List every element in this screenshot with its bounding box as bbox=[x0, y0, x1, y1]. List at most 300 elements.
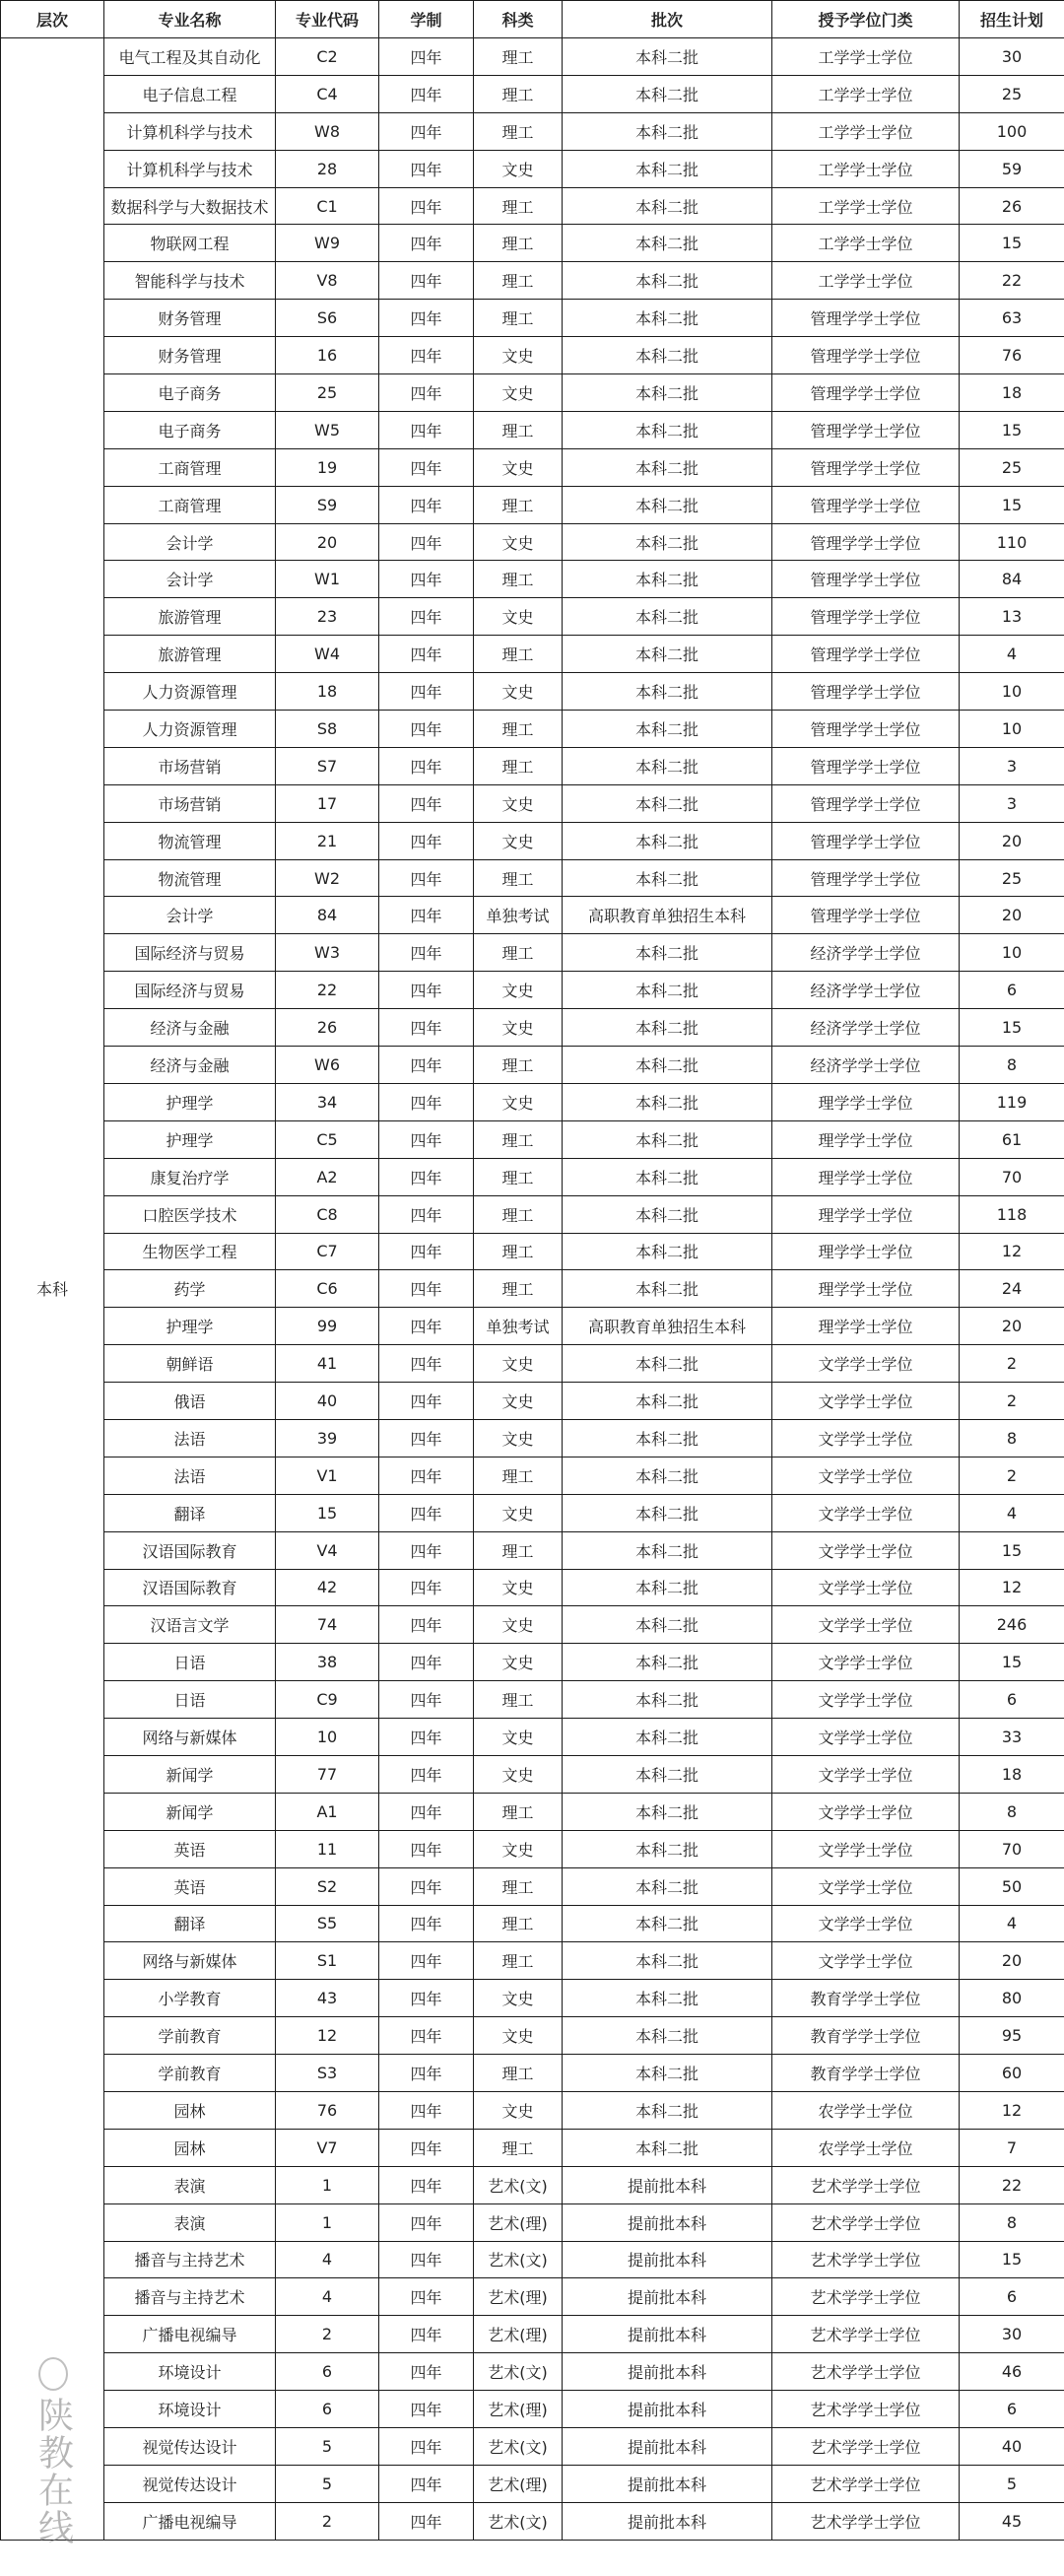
major-code-cell: S3 bbox=[276, 2055, 379, 2092]
major-name-cell: 英语 bbox=[104, 1867, 276, 1905]
plan-count-cell: 10 bbox=[960, 711, 1064, 748]
table-row bbox=[1, 1830, 1064, 1867]
degree-cell: 艺术学学士学位 bbox=[772, 2166, 960, 2203]
table-row bbox=[1, 112, 1064, 150]
header-major-name: 专业名称 bbox=[104, 1, 276, 38]
table-row bbox=[1, 374, 1064, 412]
major-code-cell: C1 bbox=[276, 187, 379, 225]
category-cell: 理工 bbox=[474, 75, 563, 112]
plan-count-cell: 5 bbox=[960, 2465, 1064, 2502]
category-cell: 文史 bbox=[474, 523, 563, 561]
table-row bbox=[1, 75, 1064, 112]
batch-cell: 提前批本科 bbox=[563, 2241, 772, 2278]
batch-cell: 本科二批 bbox=[563, 486, 772, 523]
degree-cell: 文学学士学位 bbox=[772, 1383, 960, 1420]
duration-cell: 四年 bbox=[379, 1606, 474, 1644]
table-row bbox=[1, 2391, 1064, 2428]
batch-cell: 本科二批 bbox=[563, 1195, 772, 1233]
category-cell: 艺术(理) bbox=[474, 2465, 563, 2502]
table-row bbox=[1, 2129, 1064, 2166]
plan-count-cell: 10 bbox=[960, 934, 1064, 972]
category-cell: 理工 bbox=[474, 1195, 563, 1233]
category-cell: 理工 bbox=[474, 561, 563, 598]
plan-count-cell: 6 bbox=[960, 2391, 1064, 2428]
duration-cell: 四年 bbox=[379, 1531, 474, 1569]
major-code-cell: 12 bbox=[276, 2017, 379, 2055]
category-cell: 理工 bbox=[474, 934, 563, 972]
degree-cell: 工学学士学位 bbox=[772, 112, 960, 150]
batch-cell: 提前批本科 bbox=[563, 2465, 772, 2502]
plan-count-cell: 80 bbox=[960, 1980, 1064, 2017]
batch-cell: 本科二批 bbox=[563, 1755, 772, 1793]
duration-cell: 四年 bbox=[379, 2465, 474, 2502]
plan-count-cell: 100 bbox=[960, 112, 1064, 150]
batch-cell: 本科二批 bbox=[563, 2055, 772, 2092]
category-cell: 理工 bbox=[474, 38, 563, 76]
plan-count-cell: 3 bbox=[960, 747, 1064, 784]
degree-cell: 经济学学士学位 bbox=[772, 972, 960, 1009]
duration-cell: 四年 bbox=[379, 1120, 474, 1158]
plan-count-cell: 20 bbox=[960, 897, 1064, 934]
duration-cell: 四年 bbox=[379, 1867, 474, 1905]
degree-cell: 管理学学士学位 bbox=[772, 523, 960, 561]
plan-count-cell: 22 bbox=[960, 2166, 1064, 2203]
table-row bbox=[1, 300, 1064, 337]
degree-cell: 理学学士学位 bbox=[772, 1195, 960, 1233]
plan-count-cell: 15 bbox=[960, 1644, 1064, 1681]
category-cell: 理工 bbox=[474, 2055, 563, 2092]
duration-cell: 四年 bbox=[379, 1719, 474, 1756]
category-cell: 理工 bbox=[474, 1793, 563, 1830]
batch-cell: 本科二批 bbox=[563, 1009, 772, 1047]
degree-cell: 管理学学士学位 bbox=[772, 822, 960, 859]
plan-count-cell: 2 bbox=[960, 1345, 1064, 1383]
degree-cell: 文学学士学位 bbox=[772, 1681, 960, 1719]
level-cell: 本科 bbox=[1, 38, 104, 2541]
major-name-cell: 会计学 bbox=[104, 897, 276, 934]
plan-count-cell: 15 bbox=[960, 1531, 1064, 1569]
batch-cell: 提前批本科 bbox=[563, 2203, 772, 2241]
degree-cell: 工学学士学位 bbox=[772, 187, 960, 225]
major-name-cell: 俄语 bbox=[104, 1383, 276, 1420]
major-code-cell: 6 bbox=[276, 2391, 379, 2428]
major-code-cell: C5 bbox=[276, 1120, 379, 1158]
header-duration: 学制 bbox=[379, 1, 474, 38]
major-name-cell: 新闻学 bbox=[104, 1793, 276, 1830]
duration-cell: 四年 bbox=[379, 1047, 474, 1084]
major-name-cell: 人力资源管理 bbox=[104, 711, 276, 748]
duration-cell: 四年 bbox=[379, 150, 474, 187]
batch-cell: 本科二批 bbox=[563, 2091, 772, 2129]
major-name-cell: 法语 bbox=[104, 1457, 276, 1494]
duration-cell: 四年 bbox=[379, 1681, 474, 1719]
major-code-cell: 74 bbox=[276, 1606, 379, 1644]
plan-count-cell: 12 bbox=[960, 1569, 1064, 1606]
major-code-cell: A2 bbox=[276, 1158, 379, 1195]
major-code-cell: 76 bbox=[276, 2091, 379, 2129]
category-cell: 理工 bbox=[474, 225, 563, 262]
duration-cell: 四年 bbox=[379, 1419, 474, 1457]
plan-count-cell: 118 bbox=[960, 1195, 1064, 1233]
plan-count-cell: 12 bbox=[960, 2091, 1064, 2129]
table-row bbox=[1, 1270, 1064, 1308]
table-row bbox=[1, 859, 1064, 897]
plan-count-cell: 15 bbox=[960, 1009, 1064, 1047]
batch-cell: 本科二批 bbox=[563, 934, 772, 972]
category-cell: 理工 bbox=[474, 300, 563, 337]
category-cell: 文史 bbox=[474, 2091, 563, 2129]
duration-cell: 四年 bbox=[379, 523, 474, 561]
plan-count-cell: 33 bbox=[960, 1719, 1064, 1756]
plan-count-cell: 13 bbox=[960, 598, 1064, 636]
category-cell: 艺术(文) bbox=[474, 2166, 563, 2203]
category-cell: 理工 bbox=[474, 1681, 563, 1719]
major-name-cell: 广播电视编导 bbox=[104, 2502, 276, 2540]
major-name-cell: 口腔医学技术 bbox=[104, 1195, 276, 1233]
degree-cell: 管理学学士学位 bbox=[772, 448, 960, 486]
duration-cell: 四年 bbox=[379, 1569, 474, 1606]
category-cell: 理工 bbox=[474, 187, 563, 225]
major-name-cell: 环境设计 bbox=[104, 2391, 276, 2428]
category-cell: 单独考试 bbox=[474, 897, 563, 934]
degree-cell: 文学学士学位 bbox=[772, 1644, 960, 1681]
table-row bbox=[1, 2055, 1064, 2092]
major-code-cell: 25 bbox=[276, 374, 379, 412]
batch-cell: 本科二批 bbox=[563, 150, 772, 187]
table-row bbox=[1, 1942, 1064, 1980]
degree-cell: 管理学学士学位 bbox=[772, 486, 960, 523]
category-cell: 艺术(文) bbox=[474, 2428, 563, 2466]
duration-cell: 四年 bbox=[379, 1009, 474, 1047]
batch-cell: 本科二批 bbox=[563, 38, 772, 76]
major-code-cell: 22 bbox=[276, 972, 379, 1009]
plan-count-cell: 4 bbox=[960, 1905, 1064, 1942]
major-name-cell: 药学 bbox=[104, 1270, 276, 1308]
major-name-cell: 播音与主持艺术 bbox=[104, 2241, 276, 2278]
major-name-cell: 表演 bbox=[104, 2203, 276, 2241]
degree-cell: 文学学士学位 bbox=[772, 1531, 960, 1569]
table-row bbox=[1, 1047, 1064, 1084]
major-name-cell: 学前教育 bbox=[104, 2055, 276, 2092]
batch-cell: 本科二批 bbox=[563, 1719, 772, 1756]
plan-count-cell: 26 bbox=[960, 187, 1064, 225]
plan-count-cell: 18 bbox=[960, 374, 1064, 412]
major-name-cell: 小学教育 bbox=[104, 1980, 276, 2017]
batch-cell: 本科二批 bbox=[563, 1270, 772, 1308]
degree-cell: 管理学学士学位 bbox=[772, 897, 960, 934]
table-row bbox=[1, 1233, 1064, 1270]
category-cell: 理工 bbox=[474, 1942, 563, 1980]
batch-cell: 本科二批 bbox=[563, 2129, 772, 2166]
major-name-cell: 计算机科学与技术 bbox=[104, 112, 276, 150]
table-row bbox=[1, 486, 1064, 523]
table-row bbox=[1, 1569, 1064, 1606]
degree-cell: 管理学学士学位 bbox=[772, 784, 960, 822]
major-name-cell: 经济与金融 bbox=[104, 1047, 276, 1084]
major-code-cell: 41 bbox=[276, 1345, 379, 1383]
category-cell: 文史 bbox=[474, 150, 563, 187]
table-row bbox=[1, 2203, 1064, 2241]
degree-cell: 艺术学学士学位 bbox=[772, 2428, 960, 2466]
batch-cell: 提前批本科 bbox=[563, 2316, 772, 2353]
major-code-cell: C6 bbox=[276, 1270, 379, 1308]
major-name-cell: 电子信息工程 bbox=[104, 75, 276, 112]
degree-cell: 理学学士学位 bbox=[772, 1158, 960, 1195]
major-code-cell: 39 bbox=[276, 1419, 379, 1457]
category-cell: 文史 bbox=[474, 1606, 563, 1644]
table-row bbox=[1, 1494, 1064, 1531]
table-row bbox=[1, 2465, 1064, 2502]
header-category: 科类 bbox=[474, 1, 563, 38]
major-name-cell: 工商管理 bbox=[104, 486, 276, 523]
duration-cell: 四年 bbox=[379, 374, 474, 412]
major-code-cell: 26 bbox=[276, 1009, 379, 1047]
degree-cell: 理学学士学位 bbox=[772, 1270, 960, 1308]
table-row bbox=[1, 225, 1064, 262]
major-name-cell: 汉语国际教育 bbox=[104, 1569, 276, 1606]
header-plan: 招生计划 bbox=[960, 1, 1064, 38]
major-code-cell: V1 bbox=[276, 1457, 379, 1494]
category-cell: 文史 bbox=[474, 598, 563, 636]
duration-cell: 四年 bbox=[379, 1308, 474, 1345]
category-cell: 文史 bbox=[474, 972, 563, 1009]
table-row bbox=[1, 337, 1064, 374]
duration-cell: 四年 bbox=[379, 486, 474, 523]
plan-count-cell: 76 bbox=[960, 337, 1064, 374]
duration-cell: 四年 bbox=[379, 2055, 474, 2092]
major-code-cell: V8 bbox=[276, 262, 379, 300]
category-cell: 文史 bbox=[474, 374, 563, 412]
major-name-cell: 广播电视编导 bbox=[104, 2316, 276, 2353]
major-code-cell: 18 bbox=[276, 673, 379, 711]
major-code-cell: C9 bbox=[276, 1681, 379, 1719]
duration-cell: 四年 bbox=[379, 300, 474, 337]
major-code-cell: 20 bbox=[276, 523, 379, 561]
major-code-cell: V7 bbox=[276, 2129, 379, 2166]
degree-cell: 农学学士学位 bbox=[772, 2091, 960, 2129]
category-cell: 单独考试 bbox=[474, 1308, 563, 1345]
duration-cell: 四年 bbox=[379, 38, 474, 76]
major-name-cell: 护理学 bbox=[104, 1308, 276, 1345]
batch-cell: 本科二批 bbox=[563, 561, 772, 598]
table-row bbox=[1, 598, 1064, 636]
degree-cell: 管理学学士学位 bbox=[772, 561, 960, 598]
category-cell: 艺术(理) bbox=[474, 2391, 563, 2428]
major-code-cell: C8 bbox=[276, 1195, 379, 1233]
duration-cell: 四年 bbox=[379, 636, 474, 673]
plan-count-cell: 7 bbox=[960, 2129, 1064, 2166]
batch-cell: 本科二批 bbox=[563, 523, 772, 561]
degree-cell: 文学学士学位 bbox=[772, 1494, 960, 1531]
major-name-cell: 护理学 bbox=[104, 1120, 276, 1158]
major-name-cell: 物流管理 bbox=[104, 822, 276, 859]
batch-cell: 本科二批 bbox=[563, 1980, 772, 2017]
degree-cell: 教育学学士学位 bbox=[772, 2055, 960, 2092]
major-name-cell: 财务管理 bbox=[104, 300, 276, 337]
degree-cell: 文学学士学位 bbox=[772, 1457, 960, 1494]
major-name-cell: 生物医学工程 bbox=[104, 1233, 276, 1270]
table-row bbox=[1, 448, 1064, 486]
major-name-cell: 园林 bbox=[104, 2091, 276, 2129]
table-row bbox=[1, 897, 1064, 934]
major-name-cell: 康复治疗学 bbox=[104, 1158, 276, 1195]
degree-cell: 管理学学士学位 bbox=[772, 598, 960, 636]
duration-cell: 四年 bbox=[379, 1195, 474, 1233]
category-cell: 理工 bbox=[474, 1531, 563, 1569]
table-row bbox=[1, 561, 1064, 598]
table-row bbox=[1, 1980, 1064, 2017]
table-row bbox=[1, 1083, 1064, 1120]
major-code-cell: 10 bbox=[276, 1719, 379, 1756]
table-row bbox=[1, 1419, 1064, 1457]
major-name-cell: 学前教育 bbox=[104, 2017, 276, 2055]
plan-count-cell: 2 bbox=[960, 1457, 1064, 1494]
table-row bbox=[1, 2502, 1064, 2540]
degree-cell: 文学学士学位 bbox=[772, 1867, 960, 1905]
major-name-cell: 翻译 bbox=[104, 1905, 276, 1942]
batch-cell: 本科二批 bbox=[563, 859, 772, 897]
major-name-cell: 财务管理 bbox=[104, 337, 276, 374]
major-name-cell: 日语 bbox=[104, 1644, 276, 1681]
batch-cell: 本科二批 bbox=[563, 1830, 772, 1867]
batch-cell: 提前批本科 bbox=[563, 2353, 772, 2391]
category-cell: 艺术(文) bbox=[474, 2353, 563, 2391]
major-code-cell: W6 bbox=[276, 1047, 379, 1084]
duration-cell: 四年 bbox=[379, 448, 474, 486]
category-cell: 艺术(文) bbox=[474, 2502, 563, 2540]
plan-count-cell: 15 bbox=[960, 411, 1064, 448]
table-row bbox=[1, 747, 1064, 784]
plan-count-cell: 8 bbox=[960, 1419, 1064, 1457]
table-row bbox=[1, 2353, 1064, 2391]
table-row bbox=[1, 1606, 1064, 1644]
category-cell: 文史 bbox=[474, 1494, 563, 1531]
batch-cell: 本科二批 bbox=[563, 337, 772, 374]
major-code-cell: W2 bbox=[276, 859, 379, 897]
major-name-cell: 视觉传达设计 bbox=[104, 2428, 276, 2466]
table-row bbox=[1, 1905, 1064, 1942]
degree-cell: 管理学学士学位 bbox=[772, 747, 960, 784]
table-row bbox=[1, 1719, 1064, 1756]
major-name-cell: 计算机科学与技术 bbox=[104, 150, 276, 187]
category-cell: 文史 bbox=[474, 1569, 563, 1606]
duration-cell: 四年 bbox=[379, 75, 474, 112]
table-row bbox=[1, 636, 1064, 673]
major-name-cell: 物联网工程 bbox=[104, 225, 276, 262]
plan-count-cell: 8 bbox=[960, 1047, 1064, 1084]
duration-cell: 四年 bbox=[379, 337, 474, 374]
batch-cell: 本科二批 bbox=[563, 225, 772, 262]
category-cell: 艺术(理) bbox=[474, 2203, 563, 2241]
major-code-cell: 11 bbox=[276, 1830, 379, 1867]
major-code-cell: 1 bbox=[276, 2203, 379, 2241]
header-degree: 授予学位门类 bbox=[772, 1, 960, 38]
plan-count-cell: 15 bbox=[960, 2241, 1064, 2278]
table-row bbox=[1, 2428, 1064, 2466]
category-cell: 理工 bbox=[474, 112, 563, 150]
batch-cell: 本科二批 bbox=[563, 784, 772, 822]
plan-count-cell: 24 bbox=[960, 1270, 1064, 1308]
degree-cell: 文学学士学位 bbox=[772, 1345, 960, 1383]
table-row bbox=[1, 1644, 1064, 1681]
plan-count-cell: 25 bbox=[960, 75, 1064, 112]
duration-cell: 四年 bbox=[379, 1083, 474, 1120]
plan-count-cell: 95 bbox=[960, 2017, 1064, 2055]
batch-cell: 本科二批 bbox=[563, 1419, 772, 1457]
plan-count-cell: 46 bbox=[960, 2353, 1064, 2391]
degree-cell: 理学学士学位 bbox=[772, 1083, 960, 1120]
category-cell: 理工 bbox=[474, 1867, 563, 1905]
major-code-cell: 84 bbox=[276, 897, 379, 934]
major-code-cell: C4 bbox=[276, 75, 379, 112]
plan-count-cell: 50 bbox=[960, 1867, 1064, 1905]
plan-count-cell: 70 bbox=[960, 1830, 1064, 1867]
table-row bbox=[1, 784, 1064, 822]
batch-cell: 本科二批 bbox=[563, 1905, 772, 1942]
duration-cell: 四年 bbox=[379, 972, 474, 1009]
major-name-cell: 视觉传达设计 bbox=[104, 2465, 276, 2502]
major-name-cell: 表演 bbox=[104, 2166, 276, 2203]
duration-cell: 四年 bbox=[379, 784, 474, 822]
duration-cell: 四年 bbox=[379, 1793, 474, 1830]
table-row bbox=[1, 523, 1064, 561]
duration-cell: 四年 bbox=[379, 1644, 474, 1681]
major-code-cell: 77 bbox=[276, 1755, 379, 1793]
duration-cell: 四年 bbox=[379, 934, 474, 972]
duration-cell: 四年 bbox=[379, 1158, 474, 1195]
plan-count-cell: 18 bbox=[960, 1755, 1064, 1793]
major-name-cell: 播音与主持艺术 bbox=[104, 2278, 276, 2316]
major-name-cell: 国际经济与贸易 bbox=[104, 934, 276, 972]
batch-cell: 本科二批 bbox=[563, 300, 772, 337]
batch-cell: 本科二批 bbox=[563, 1606, 772, 1644]
plan-count-cell: 20 bbox=[960, 1308, 1064, 1345]
major-code-cell: 34 bbox=[276, 1083, 379, 1120]
batch-cell: 本科二批 bbox=[563, 2017, 772, 2055]
table-row bbox=[1, 1867, 1064, 1905]
plan-count-cell: 12 bbox=[960, 1233, 1064, 1270]
batch-cell: 本科二批 bbox=[563, 1233, 772, 1270]
duration-cell: 四年 bbox=[379, 2129, 474, 2166]
category-cell: 文史 bbox=[474, 673, 563, 711]
plan-count-cell: 110 bbox=[960, 523, 1064, 561]
category-cell: 理工 bbox=[474, 1233, 563, 1270]
plan-count-cell: 119 bbox=[960, 1083, 1064, 1120]
degree-cell: 艺术学学士学位 bbox=[772, 2391, 960, 2428]
plan-count-cell: 40 bbox=[960, 2428, 1064, 2466]
batch-cell: 本科二批 bbox=[563, 448, 772, 486]
major-code-cell: 40 bbox=[276, 1383, 379, 1420]
category-cell: 文史 bbox=[474, 784, 563, 822]
category-cell: 文史 bbox=[474, 1830, 563, 1867]
degree-cell: 理学学士学位 bbox=[772, 1233, 960, 1270]
table-row bbox=[1, 411, 1064, 448]
major-name-cell: 网络与新媒体 bbox=[104, 1719, 276, 1756]
degree-cell: 管理学学士学位 bbox=[772, 374, 960, 412]
major-name-cell: 电子商务 bbox=[104, 374, 276, 412]
table-row bbox=[1, 1755, 1064, 1793]
table-row bbox=[1, 2166, 1064, 2203]
category-cell: 文史 bbox=[474, 822, 563, 859]
plan-count-cell: 30 bbox=[960, 2316, 1064, 2353]
category-cell: 理工 bbox=[474, 1457, 563, 1494]
plan-count-cell: 45 bbox=[960, 2502, 1064, 2540]
duration-cell: 四年 bbox=[379, 747, 474, 784]
table-row bbox=[1, 1120, 1064, 1158]
degree-cell: 文学学士学位 bbox=[772, 1942, 960, 1980]
degree-cell: 文学学士学位 bbox=[772, 1793, 960, 1830]
duration-cell: 四年 bbox=[379, 262, 474, 300]
